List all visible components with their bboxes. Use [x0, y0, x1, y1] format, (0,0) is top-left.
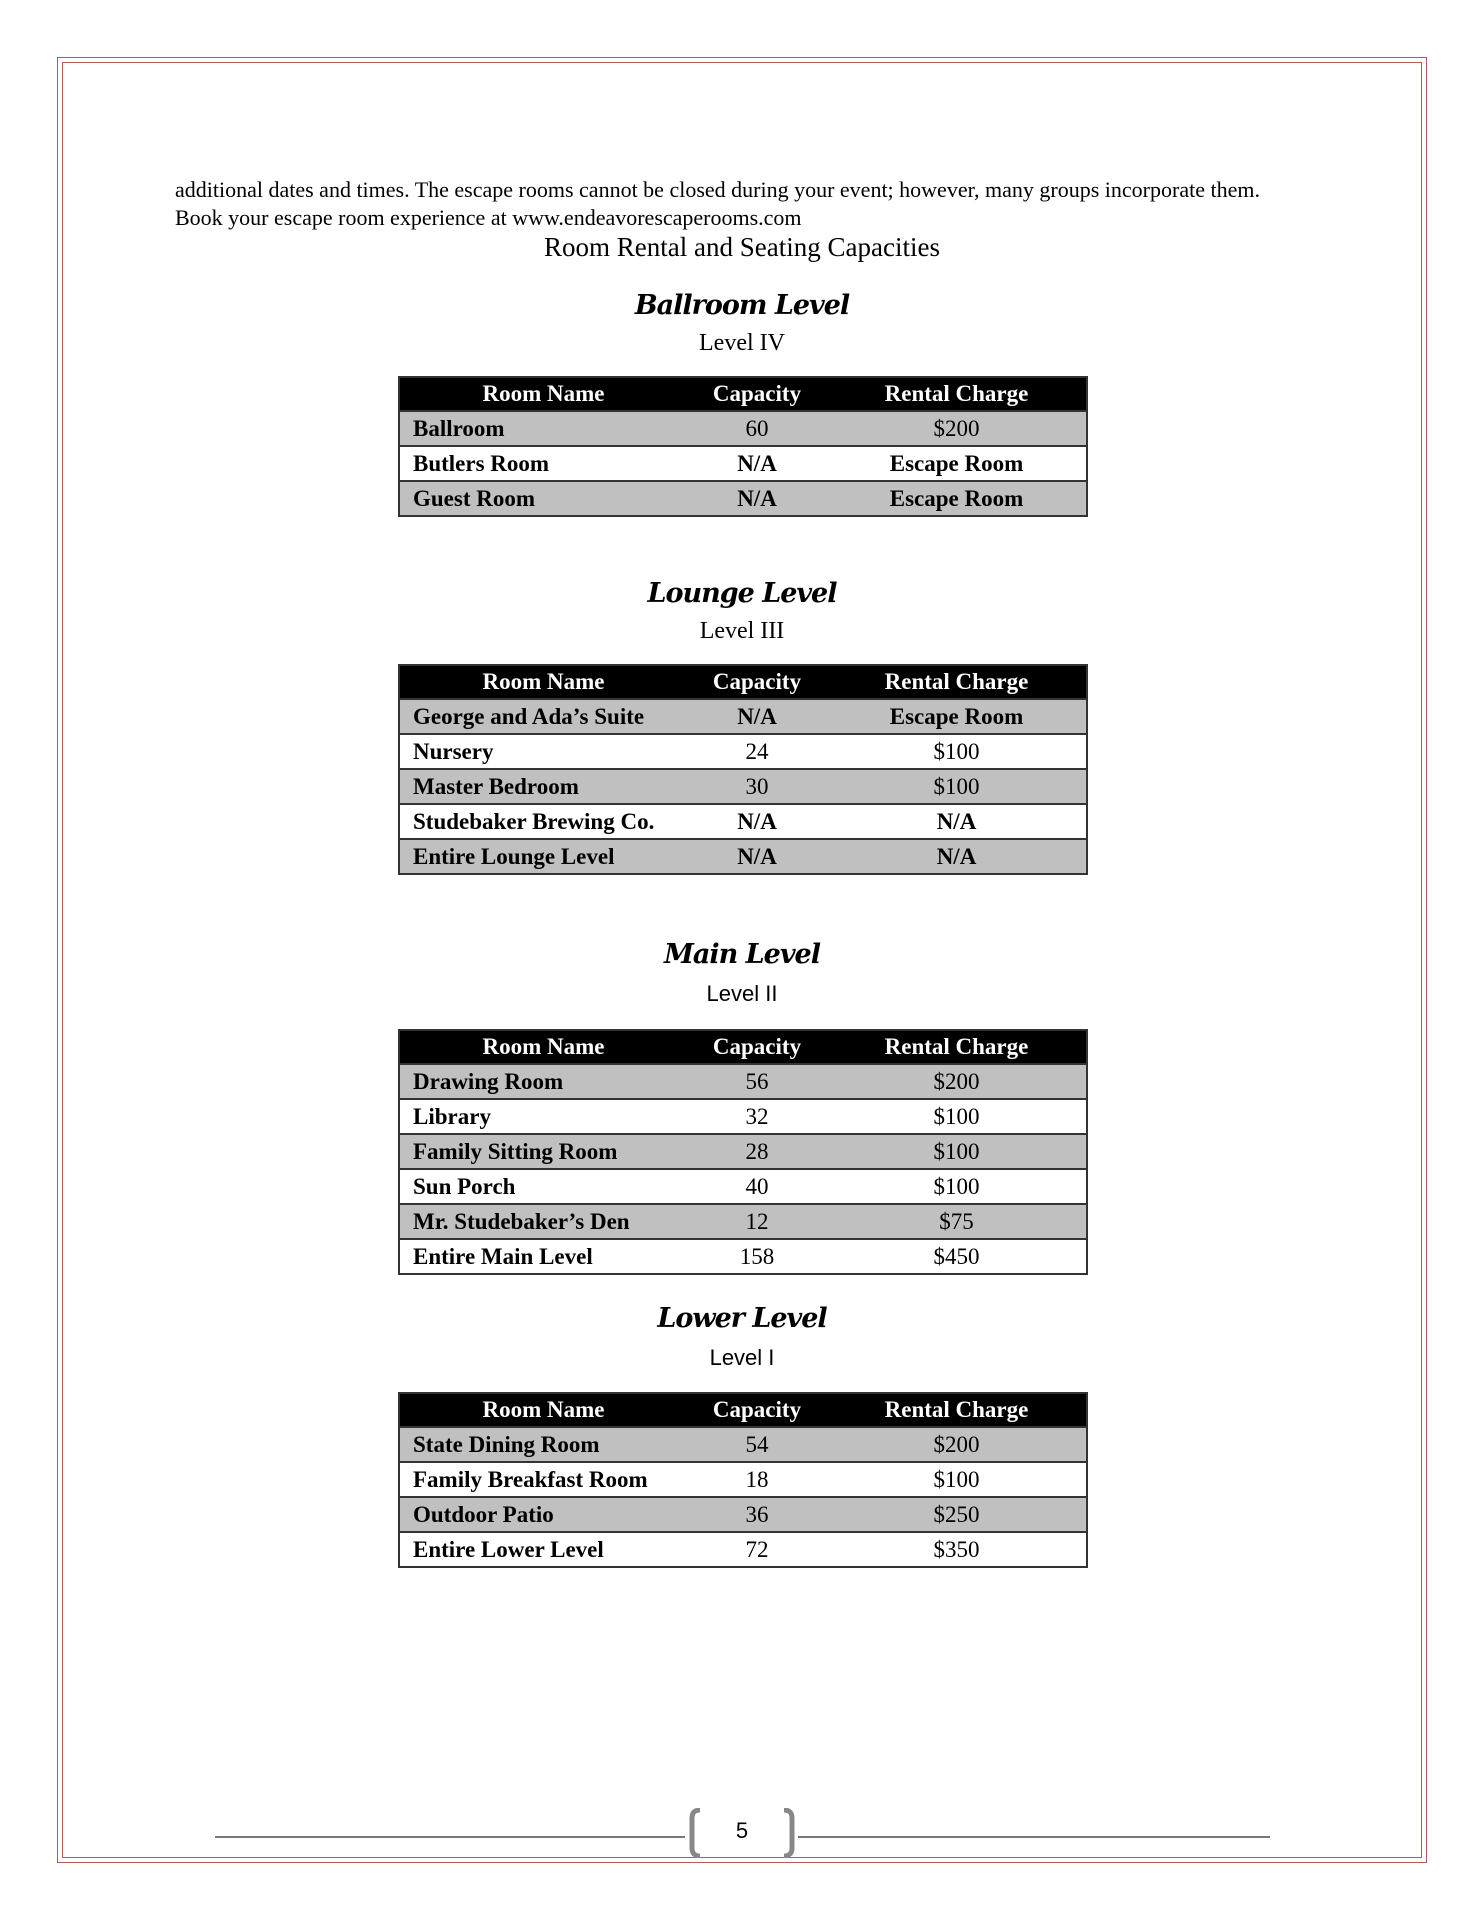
table-row [399, 446, 1087, 481]
capacity: N/A [687, 481, 827, 516]
rental-charge: Escape Room [827, 699, 1087, 734]
table-row [399, 1497, 1087, 1532]
room-name: Family Sitting Room [399, 1134, 687, 1169]
table-row [399, 699, 1087, 734]
rental-charge: $100 [827, 1462, 1087, 1497]
level-heading-ballroom: Ballroom Level [634, 290, 850, 321]
room-name: Library [399, 1099, 687, 1134]
room-name: Ballroom [399, 411, 687, 446]
room-name: Sun Porch [399, 1169, 687, 1204]
capacity: N/A [687, 804, 827, 839]
page-title: Room Rental and Seating Capacities [544, 232, 940, 262]
rental-charge: $200 [827, 1064, 1087, 1099]
ballroom-level-table [398, 376, 1088, 517]
capacity: 36 [687, 1497, 827, 1532]
room-name: Butlers Room [399, 446, 687, 481]
rental-charge: $450 [827, 1239, 1087, 1274]
room-name: George and Ada’s Suite [399, 699, 687, 734]
rental-charge: $350 [827, 1532, 1087, 1567]
table-row [399, 1099, 1087, 1134]
capacity: 18 [687, 1462, 827, 1497]
room-name: Mr. Studebaker’s Den [399, 1204, 687, 1239]
column-header-capacity: Capacity [687, 665, 827, 699]
capacity: 72 [687, 1532, 827, 1567]
capacity: N/A [687, 699, 827, 734]
rental-charge: N/A [827, 839, 1087, 874]
room-name: Master Bedroom [399, 769, 687, 804]
table-row [399, 1239, 1087, 1274]
room-name: Drawing Room [399, 1064, 687, 1099]
rental-charge: $75 [827, 1204, 1087, 1239]
table-row [399, 411, 1087, 446]
rental-charge: Escape Room [827, 481, 1087, 516]
rental-charge: Escape Room [827, 446, 1087, 481]
table-row [399, 734, 1087, 769]
level-heading-lounge: Lounge Level [647, 578, 837, 609]
room-name: Entire Lounge Level [399, 839, 687, 874]
level-sub-ballroom: Level IV [699, 330, 785, 356]
table-row [399, 1134, 1087, 1169]
column-header-rental-charge: Rental Charge [827, 1393, 1087, 1427]
rental-charge: $200 [827, 411, 1087, 446]
capacity: 12 [687, 1204, 827, 1239]
level-sub-main: Level II [706, 981, 778, 1006]
capacity: N/A [687, 839, 827, 874]
table-row [399, 769, 1087, 804]
room-name: Studebaker Brewing Co. [399, 804, 687, 839]
intro-paragraph: additional dates and times. The escape rooms cannot be closed during your event; however, many groups incorporate them. Book your escape room experience at www.endeavorescaperooms.com [175, 177, 1260, 230]
table-row [399, 804, 1087, 839]
capacity: 28 [687, 1134, 827, 1169]
room-name: Entire Main Level [399, 1239, 687, 1274]
room-name: Guest Room [399, 481, 687, 516]
footer-rule-right [798, 1836, 1270, 1838]
level-heading-main: Main Level [664, 939, 820, 970]
lounge-level-table [398, 664, 1088, 875]
table-row [399, 1204, 1087, 1239]
capacity: 54 [687, 1427, 827, 1462]
room-name: Family Breakfast Room [399, 1462, 687, 1497]
column-header-capacity: Capacity [687, 1030, 827, 1064]
capacity: 56 [687, 1064, 827, 1099]
main-level-table [398, 1029, 1088, 1275]
page-number-frame [686, 1808, 798, 1858]
level-sub-lounge: Level III [699, 618, 785, 644]
table-row [399, 481, 1087, 516]
table-header-row [399, 377, 1087, 411]
rental-charge: N/A [827, 804, 1087, 839]
column-header-room-name: Room Name [399, 377, 687, 411]
capacity: 158 [687, 1239, 827, 1274]
rental-charge: $100 [827, 1099, 1087, 1134]
table-row [399, 1462, 1087, 1497]
rental-charge: $100 [827, 769, 1087, 804]
table-header-row [399, 1030, 1087, 1064]
room-name: Outdoor Patio [399, 1497, 687, 1532]
level-heading-lower: Lower Level [657, 1303, 827, 1334]
table-row [399, 1427, 1087, 1462]
table-header-row [399, 1393, 1087, 1427]
column-header-capacity: Capacity [687, 1393, 827, 1427]
column-header-room-name: Room Name [399, 1393, 687, 1427]
rental-charge: $250 [827, 1497, 1087, 1532]
page-number: 5 [735, 1818, 749, 1843]
capacity: 60 [687, 411, 827, 446]
capacity: 30 [687, 769, 827, 804]
rental-charge: $200 [827, 1427, 1087, 1462]
table-row [399, 1064, 1087, 1099]
room-name: Entire Lower Level [399, 1532, 687, 1567]
footer-rule-left [215, 1836, 685, 1838]
column-header-rental-charge: Rental Charge [827, 1030, 1087, 1064]
capacity: 32 [687, 1099, 827, 1134]
capacity: N/A [687, 446, 827, 481]
column-header-room-name: Room Name [399, 665, 687, 699]
rental-charge: $100 [827, 734, 1087, 769]
column-header-rental-charge: Rental Charge [827, 665, 1087, 699]
table-header-row [399, 665, 1087, 699]
room-name: State Dining Room [399, 1427, 687, 1462]
capacity: 40 [687, 1169, 827, 1204]
rental-charge: $100 [827, 1134, 1087, 1169]
table-row [399, 1532, 1087, 1567]
table-row [399, 1169, 1087, 1204]
column-header-room-name: Room Name [399, 1030, 687, 1064]
column-header-rental-charge: Rental Charge [827, 377, 1087, 411]
room-name: Nursery [399, 734, 687, 769]
table-row [399, 839, 1087, 874]
column-header-capacity: Capacity [687, 377, 827, 411]
level-sub-lower: Level I [709, 1345, 775, 1370]
capacity: 24 [687, 734, 827, 769]
rental-charge: $100 [827, 1169, 1087, 1204]
lower-level-table [398, 1392, 1088, 1568]
